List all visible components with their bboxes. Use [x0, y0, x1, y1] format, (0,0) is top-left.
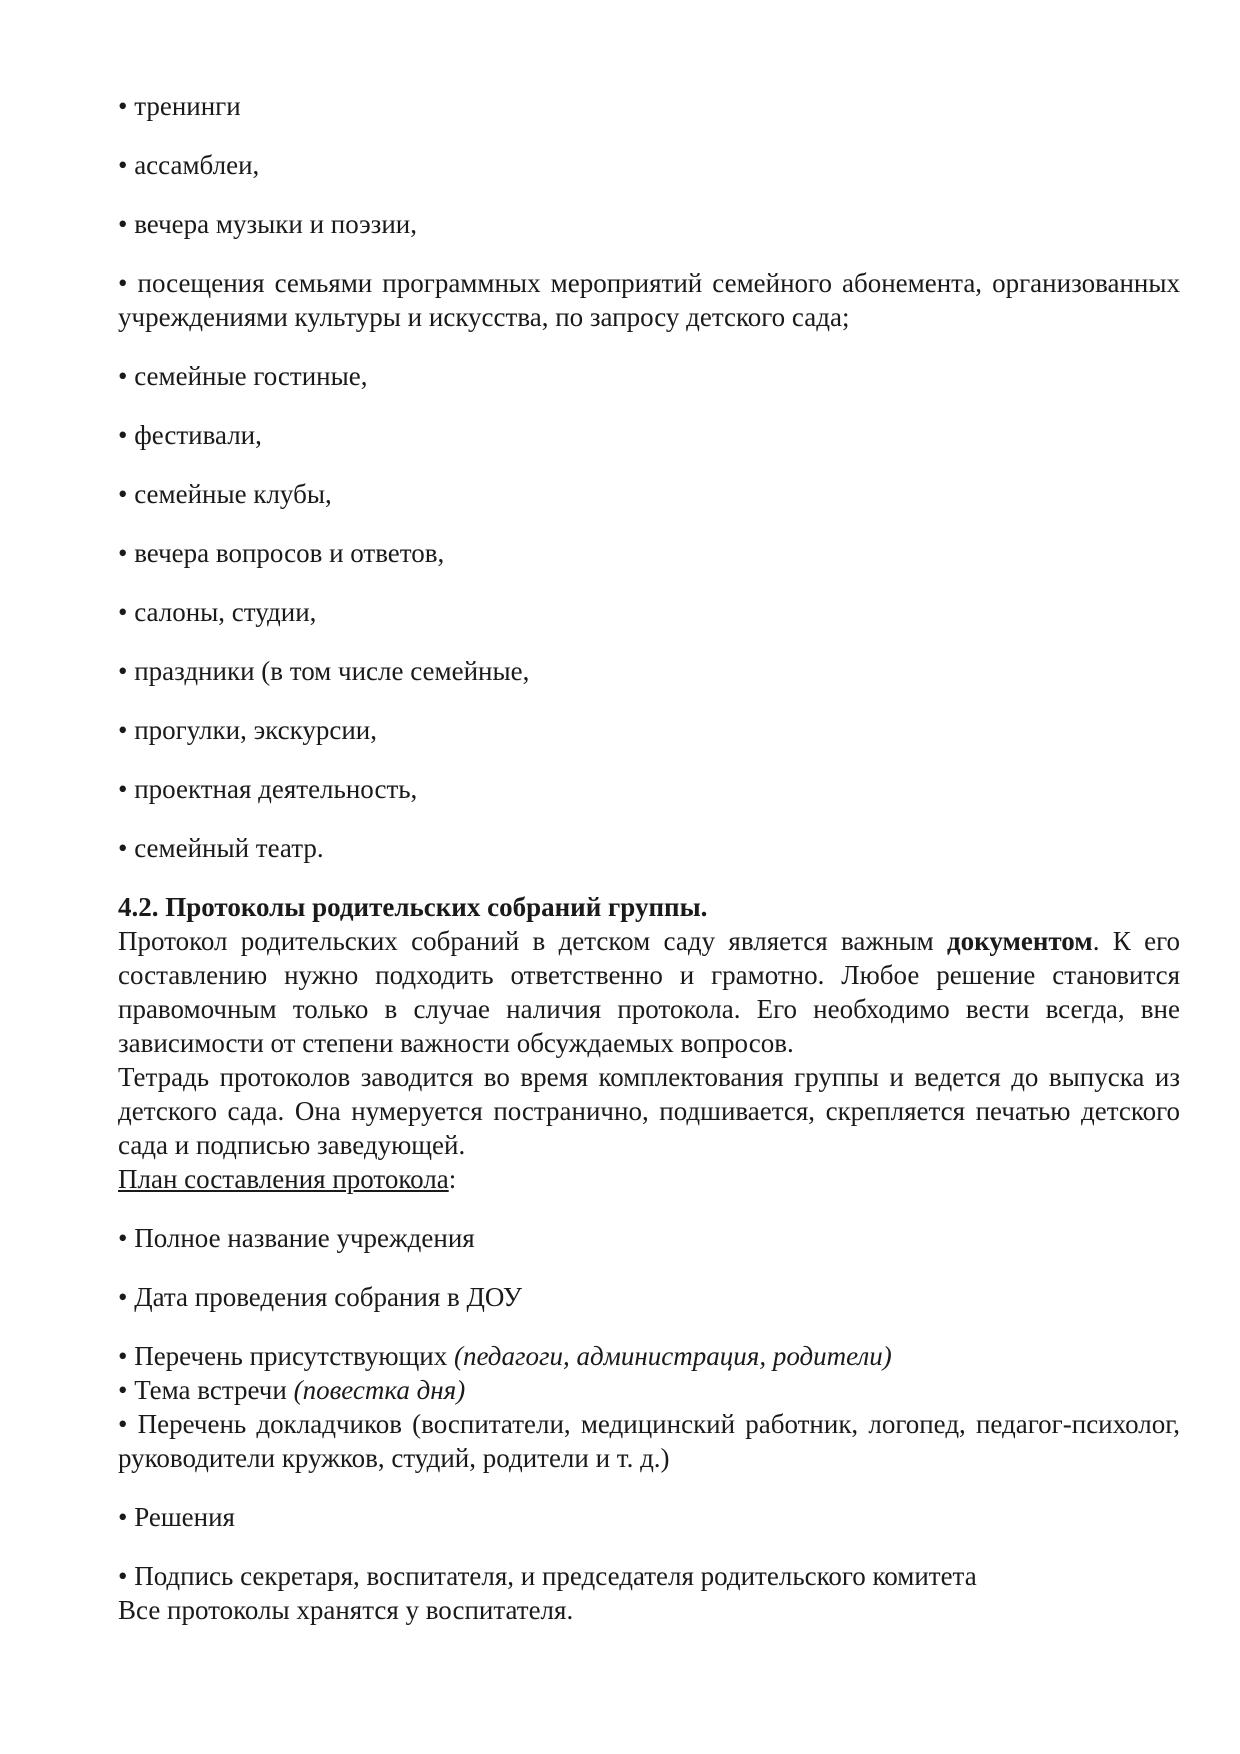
bold-term: документом [946, 926, 1093, 956]
plan-item: • Решения [118, 1502, 235, 1532]
section-title: 4.2. Протоколы родительских собраний группы. [118, 892, 708, 922]
list-item: • фестивали, [118, 420, 262, 450]
list-item: • прогулки, экскурсии, [118, 715, 377, 745]
page-content [118, 89, 1180, 1627]
list-item: • семейные гостиные, [118, 361, 368, 391]
plan-item-text: • Тема встречи [118, 1375, 294, 1405]
list-item: • семейный театр. [118, 833, 324, 863]
plan-item: • Полное название учреждения [118, 1223, 475, 1253]
paragraph-notebook: Тетрадь протоколов заводится во время комплектования группы и ведется до выпуска из детского сада. Она нумеруется постранично, подшивается, скрепляется печатью детского сада и подписью заведующей. [118, 1062, 1180, 1160]
closing-line: Все протоколы хранятся у воспитателя. [118, 1595, 574, 1625]
list-item: • вечера вопросов и ответов, [118, 538, 445, 568]
plan-item-text: • Перечень присутствующих [118, 1341, 454, 1371]
plan-item-italic: (педагоги, администрация, родители) [454, 1341, 892, 1371]
list-item: • тренинги [118, 91, 241, 121]
list-item: • вечера музыки и поэзии, [118, 209, 417, 239]
plan-label: План составления протокола [118, 1164, 449, 1194]
list-item: • посещения семьями программных мероприятий семейного абонемента, организованных учреждениями культуры и искусства, по запросу детского сада; [118, 268, 1180, 332]
plan-item: • Подпись секретаря, воспитателя, и председателя родительского комитета [118, 1561, 977, 1591]
list-item: • праздники (в том числе семейные, [118, 656, 530, 686]
plan-item: • Дата проведения собрания в ДОУ [118, 1282, 523, 1312]
paragraph-text: . К его составлению нужно подходить ответственно и грамотно. Любое решение становится правомочным только в случае наличия протокола. Его необходимо вести всегда, вне зависимости от степени важности обсуждаемых вопросов. [118, 926, 1180, 1058]
paragraph-text: Протокол родительских собраний в детском саду является важным [118, 926, 947, 956]
plan-heading [118, 1162, 1180, 1196]
plan-colon: : [448, 1164, 457, 1194]
plan-item: • Перечень докладчиков (воспитатели, медицинский работник, логопед, педагог-психолог, руководители кружков, студий, родители и т. д.) [118, 1409, 1180, 1473]
list-item: • семейные клубы, [118, 479, 332, 509]
list-item: • проектная деятельность, [118, 774, 418, 804]
paragraph-protocol-importance [118, 924, 1180, 1060]
plan-item-italic: (повестка дня) [293, 1375, 466, 1405]
list-item: • салоны, студии, [118, 597, 317, 627]
plan-item [118, 1373, 1180, 1407]
list-item: • ассамблеи, [118, 150, 260, 180]
plan-item [118, 1339, 1180, 1373]
